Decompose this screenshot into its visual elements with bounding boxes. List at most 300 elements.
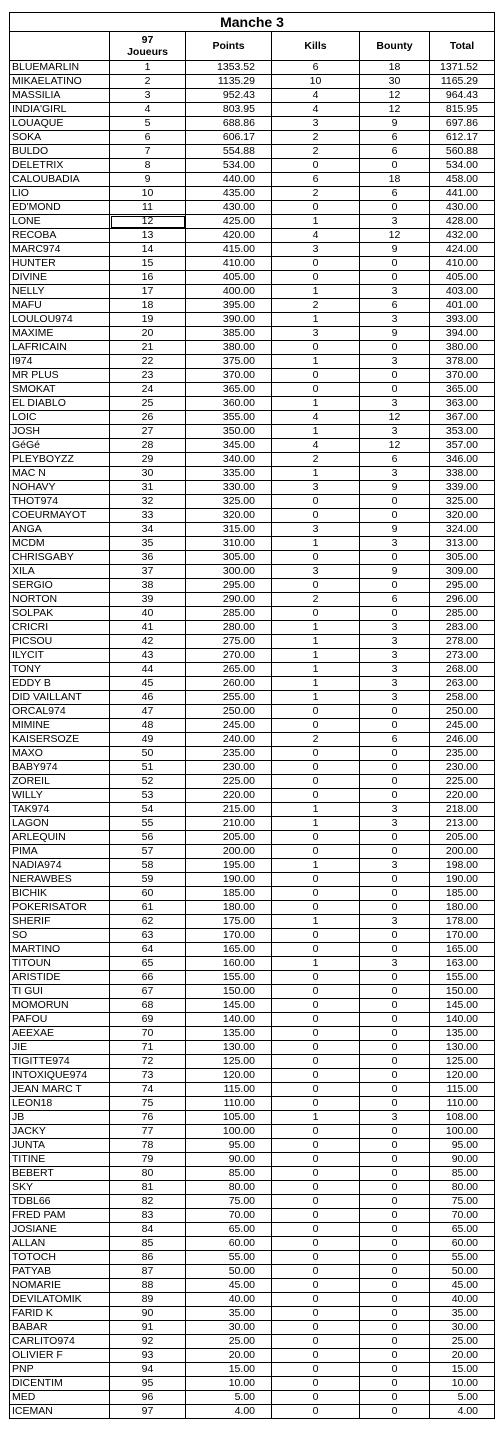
rank-cell[interactable]: 65 <box>110 957 186 971</box>
points-cell[interactable]: 385.00 <box>186 327 272 341</box>
rank-cell[interactable]: 20 <box>110 327 186 341</box>
rank-cell[interactable]: 37 <box>110 565 186 579</box>
kills-cell[interactable]: 0 <box>272 383 360 397</box>
player-name-cell[interactable]: NORTON <box>10 593 110 607</box>
points-cell[interactable]: 10.00 <box>186 1377 272 1391</box>
kills-cell[interactable]: 2 <box>272 299 360 313</box>
rank-cell[interactable]: 42 <box>110 635 186 649</box>
points-cell[interactable]: 345.00 <box>186 439 272 453</box>
total-cell[interactable]: 108.00 <box>430 1111 495 1125</box>
player-name-cell[interactable]: MIKAELATINO <box>10 75 110 89</box>
player-name-cell[interactable]: GéGé <box>10 439 110 453</box>
player-name-cell[interactable]: CALOUBADIA <box>10 173 110 187</box>
kills-cell[interactable]: 0 <box>272 789 360 803</box>
bounty-cell[interactable]: 3 <box>360 215 430 229</box>
player-name-cell[interactable]: ZOREIL <box>10 775 110 789</box>
bounty-cell[interactable]: 6 <box>360 299 430 313</box>
total-cell[interactable]: 273.00 <box>430 649 495 663</box>
points-cell[interactable]: 220.00 <box>186 789 272 803</box>
bounty-cell[interactable]: 6 <box>360 593 430 607</box>
rank-cell[interactable]: 96 <box>110 1391 186 1405</box>
points-cell[interactable]: 952.43 <box>186 89 272 103</box>
points-cell[interactable]: 375.00 <box>186 355 272 369</box>
player-name-cell[interactable]: COEURMAYOT <box>10 509 110 523</box>
rank-cell[interactable]: 95 <box>110 1377 186 1391</box>
bounty-cell[interactable]: 3 <box>360 859 430 873</box>
total-cell[interactable]: 213.00 <box>430 817 495 831</box>
points-cell[interactable]: 280.00 <box>186 621 272 635</box>
rank-cell[interactable]: 53 <box>110 789 186 803</box>
bounty-cell[interactable]: 0 <box>360 1237 430 1251</box>
rank-cell[interactable]: 82 <box>110 1195 186 1209</box>
bounty-cell[interactable]: 9 <box>360 481 430 495</box>
bounty-cell[interactable]: 0 <box>360 201 430 215</box>
total-cell[interactable]: 268.00 <box>430 663 495 677</box>
kills-cell[interactable]: 4 <box>272 411 360 425</box>
kills-cell[interactable]: 0 <box>272 1041 360 1055</box>
points-cell[interactable]: 606.17 <box>186 131 272 145</box>
kills-cell[interactable]: 0 <box>272 1335 360 1349</box>
bounty-cell[interactable]: 0 <box>360 999 430 1013</box>
kills-cell[interactable]: 1 <box>272 425 360 439</box>
player-name-cell[interactable]: THOT974 <box>10 495 110 509</box>
total-cell[interactable]: 697.86 <box>430 117 495 131</box>
total-cell[interactable]: 250.00 <box>430 705 495 719</box>
bounty-cell[interactable]: 0 <box>360 831 430 845</box>
bounty-cell[interactable]: 0 <box>360 1097 430 1111</box>
points-cell[interactable]: 300.00 <box>186 565 272 579</box>
bounty-cell[interactable]: 0 <box>360 971 430 985</box>
rank-cell[interactable]: 13 <box>110 229 186 243</box>
points-cell[interactable]: 803.95 <box>186 103 272 117</box>
total-cell[interactable]: 140.00 <box>430 1013 495 1027</box>
player-name-cell[interactable]: FARID K <box>10 1307 110 1321</box>
kills-cell[interactable]: 1 <box>272 817 360 831</box>
total-cell[interactable]: 200.00 <box>430 845 495 859</box>
player-name-cell[interactable]: PIMA <box>10 845 110 859</box>
bounty-cell[interactable]: 3 <box>360 537 430 551</box>
kills-cell[interactable]: 0 <box>272 887 360 901</box>
kills-cell[interactable]: 0 <box>272 775 360 789</box>
points-cell[interactable]: 215.00 <box>186 803 272 817</box>
total-cell[interactable]: 205.00 <box>430 831 495 845</box>
bounty-cell[interactable]: 0 <box>360 1405 430 1419</box>
bounty-cell[interactable]: 0 <box>360 1027 430 1041</box>
rank-cell[interactable]: 79 <box>110 1153 186 1167</box>
rank-cell[interactable]: 9 <box>110 173 186 187</box>
kills-cell[interactable]: 3 <box>272 243 360 257</box>
kills-cell[interactable]: 3 <box>272 481 360 495</box>
total-cell[interactable]: 285.00 <box>430 607 495 621</box>
player-name-cell[interactable]: LAFRICAIN <box>10 341 110 355</box>
bounty-cell[interactable]: 18 <box>360 61 430 75</box>
player-name-cell[interactable]: PNP <box>10 1363 110 1377</box>
player-name-cell[interactable]: TONY <box>10 663 110 677</box>
points-cell[interactable]: 65.00 <box>186 1223 272 1237</box>
rank-cell[interactable]: 61 <box>110 901 186 915</box>
bounty-cell[interactable]: 0 <box>360 705 430 719</box>
bounty-cell[interactable]: 3 <box>360 957 430 971</box>
kills-cell[interactable]: 0 <box>272 1097 360 1111</box>
total-cell[interactable]: 394.00 <box>430 327 495 341</box>
player-name-cell[interactable]: FRED PAM <box>10 1209 110 1223</box>
player-name-cell[interactable]: BICHIK <box>10 887 110 901</box>
player-name-cell[interactable]: ICEMAN <box>10 1405 110 1419</box>
rank-cell[interactable]: 76 <box>110 1111 186 1125</box>
points-cell[interactable]: 55.00 <box>186 1251 272 1265</box>
total-cell[interactable]: 190.00 <box>430 873 495 887</box>
rank-cell[interactable]: 74 <box>110 1083 186 1097</box>
player-name-cell[interactable]: SO <box>10 929 110 943</box>
bounty-cell[interactable]: 0 <box>360 719 430 733</box>
total-cell[interactable]: 75.00 <box>430 1195 495 1209</box>
total-cell[interactable]: 130.00 <box>430 1041 495 1055</box>
kills-cell[interactable]: 0 <box>272 943 360 957</box>
kills-cell[interactable]: 0 <box>272 1279 360 1293</box>
total-cell[interactable]: 320.00 <box>430 509 495 523</box>
rank-cell[interactable]: 44 <box>110 663 186 677</box>
bounty-cell[interactable]: 0 <box>360 1069 430 1083</box>
kills-cell[interactable]: 0 <box>272 1223 360 1237</box>
points-cell[interactable]: 50.00 <box>186 1265 272 1279</box>
points-cell[interactable]: 420.00 <box>186 229 272 243</box>
bounty-cell[interactable]: 0 <box>360 1293 430 1307</box>
kills-cell[interactable]: 0 <box>272 1055 360 1069</box>
rank-cell[interactable]: 25 <box>110 397 186 411</box>
kills-cell[interactable]: 4 <box>272 229 360 243</box>
total-cell[interactable]: 55.00 <box>430 1251 495 1265</box>
player-name-cell[interactable]: JB <box>10 1111 110 1125</box>
total-cell[interactable]: 378.00 <box>430 355 495 369</box>
bounty-cell[interactable]: 6 <box>360 733 430 747</box>
total-cell[interactable]: 4.00 <box>430 1405 495 1419</box>
total-cell[interactable]: 15.00 <box>430 1363 495 1377</box>
total-cell[interactable]: 180.00 <box>430 901 495 915</box>
total-cell[interactable]: 25.00 <box>430 1335 495 1349</box>
rank-cell[interactable]: 86 <box>110 1251 186 1265</box>
rank-cell[interactable]: 22 <box>110 355 186 369</box>
player-name-cell[interactable]: DELETRIX <box>10 159 110 173</box>
points-cell[interactable]: 295.00 <box>186 579 272 593</box>
player-name-cell[interactable]: BLUEMARLIN <box>10 61 110 75</box>
bounty-cell[interactable]: 0 <box>360 775 430 789</box>
kills-cell[interactable]: 3 <box>272 523 360 537</box>
player-name-cell[interactable]: MR PLUS <box>10 369 110 383</box>
kills-cell[interactable]: 0 <box>272 369 360 383</box>
points-cell[interactable]: 390.00 <box>186 313 272 327</box>
player-name-cell[interactable]: JACKY <box>10 1125 110 1139</box>
kills-cell[interactable]: 0 <box>272 1405 360 1419</box>
total-cell[interactable]: 220.00 <box>430 789 495 803</box>
player-name-cell[interactable]: JIE <box>10 1041 110 1055</box>
player-name-cell[interactable]: NOMARIE <box>10 1279 110 1293</box>
player-name-cell[interactable]: MARTINO <box>10 943 110 957</box>
bounty-cell[interactable]: 3 <box>360 313 430 327</box>
rank-cell[interactable]: 54 <box>110 803 186 817</box>
kills-cell[interactable]: 0 <box>272 1083 360 1097</box>
player-name-cell[interactable]: SMOKAT <box>10 383 110 397</box>
points-cell[interactable]: 225.00 <box>186 775 272 789</box>
kills-cell[interactable]: 0 <box>272 929 360 943</box>
player-name-cell[interactable]: ORCAL974 <box>10 705 110 719</box>
points-cell[interactable]: 305.00 <box>186 551 272 565</box>
kills-cell[interactable]: 10 <box>272 75 360 89</box>
points-cell[interactable]: 350.00 <box>186 425 272 439</box>
kills-cell[interactable]: 0 <box>272 1363 360 1377</box>
kills-cell[interactable]: 2 <box>272 733 360 747</box>
header-name-cell[interactable] <box>10 32 110 61</box>
kills-cell[interactable]: 2 <box>272 145 360 159</box>
rank-cell[interactable]: 1 <box>110 61 186 75</box>
total-cell[interactable]: 441.00 <box>430 187 495 201</box>
bounty-cell[interactable]: 0 <box>360 607 430 621</box>
points-cell[interactable]: 534.00 <box>186 159 272 173</box>
bounty-cell[interactable]: 0 <box>360 159 430 173</box>
total-cell[interactable]: 185.00 <box>430 887 495 901</box>
rank-cell[interactable]: 10 <box>110 187 186 201</box>
bounty-cell[interactable]: 0 <box>360 1391 430 1405</box>
points-cell[interactable]: 270.00 <box>186 649 272 663</box>
kills-cell[interactable]: 0 <box>272 873 360 887</box>
total-cell[interactable]: 10.00 <box>430 1377 495 1391</box>
rank-cell[interactable]: 80 <box>110 1167 186 1181</box>
points-cell[interactable]: 70.00 <box>186 1209 272 1223</box>
bounty-cell[interactable]: 0 <box>360 1139 430 1153</box>
total-cell[interactable]: 50.00 <box>430 1265 495 1279</box>
total-cell[interactable]: 367.00 <box>430 411 495 425</box>
player-name-cell[interactable]: INDIA'GIRL <box>10 103 110 117</box>
kills-cell[interactable]: 1 <box>272 215 360 229</box>
points-cell[interactable]: 105.00 <box>186 1111 272 1125</box>
points-cell[interactable]: 688.86 <box>186 117 272 131</box>
points-cell[interactable]: 325.00 <box>186 495 272 509</box>
kills-cell[interactable]: 0 <box>272 1167 360 1181</box>
points-cell[interactable]: 275.00 <box>186 635 272 649</box>
bounty-cell[interactable]: 0 <box>360 1279 430 1293</box>
bounty-cell[interactable]: 0 <box>360 1223 430 1237</box>
total-cell[interactable]: 964.43 <box>430 89 495 103</box>
rank-cell[interactable]: 7 <box>110 145 186 159</box>
rank-cell[interactable]: 85 <box>110 1237 186 1251</box>
rank-cell[interactable]: 63 <box>110 929 186 943</box>
player-name-cell[interactable]: MIMINE <box>10 719 110 733</box>
bounty-cell[interactable]: 0 <box>360 929 430 943</box>
total-cell[interactable]: 432.00 <box>430 229 495 243</box>
rank-cell[interactable]: 72 <box>110 1055 186 1069</box>
player-name-cell[interactable]: RECOBA <box>10 229 110 243</box>
total-cell[interactable]: 410.00 <box>430 257 495 271</box>
player-name-cell[interactable]: DEVILATOMIK <box>10 1293 110 1307</box>
rank-cell[interactable]: 31 <box>110 481 186 495</box>
player-name-cell[interactable]: CRICRI <box>10 621 110 635</box>
rank-cell[interactable]: 51 <box>110 761 186 775</box>
total-cell[interactable]: 815.95 <box>430 103 495 117</box>
total-cell[interactable]: 560.88 <box>430 145 495 159</box>
player-name-cell[interactable]: KAISERSOZE <box>10 733 110 747</box>
total-cell[interactable]: 424.00 <box>430 243 495 257</box>
rank-cell[interactable]: 73 <box>110 1069 186 1083</box>
rank-cell[interactable]: 71 <box>110 1041 186 1055</box>
bounty-cell[interactable]: 3 <box>360 915 430 929</box>
player-name-cell[interactable]: BABAR <box>10 1321 110 1335</box>
total-cell[interactable]: 60.00 <box>430 1237 495 1251</box>
points-cell[interactable]: 45.00 <box>186 1279 272 1293</box>
kills-cell[interactable]: 0 <box>272 1139 360 1153</box>
kills-cell[interactable]: 1 <box>272 957 360 971</box>
player-name-cell[interactable]: SHERIF <box>10 915 110 929</box>
bounty-cell[interactable]: 12 <box>360 439 430 453</box>
points-cell[interactable]: 330.00 <box>186 481 272 495</box>
points-cell[interactable]: 80.00 <box>186 1181 272 1195</box>
player-name-cell[interactable]: LONE <box>10 215 110 229</box>
rank-cell[interactable]: 75 <box>110 1097 186 1111</box>
rank-cell[interactable]: 47 <box>110 705 186 719</box>
kills-cell[interactable]: 1 <box>272 635 360 649</box>
points-cell[interactable]: 400.00 <box>186 285 272 299</box>
total-cell[interactable]: 313.00 <box>430 537 495 551</box>
player-name-cell[interactable]: DID VAILLANT <box>10 691 110 705</box>
rank-cell[interactable]: 24 <box>110 383 186 397</box>
player-name-cell[interactable]: NERAWBES <box>10 873 110 887</box>
points-cell[interactable]: 120.00 <box>186 1069 272 1083</box>
points-cell[interactable]: 380.00 <box>186 341 272 355</box>
total-cell[interactable]: 245.00 <box>430 719 495 733</box>
bounty-cell[interactable]: 0 <box>360 1167 430 1181</box>
kills-cell[interactable]: 0 <box>272 257 360 271</box>
points-cell[interactable]: 25.00 <box>186 1335 272 1349</box>
rank-cell[interactable]: 68 <box>110 999 186 1013</box>
bounty-cell[interactable]: 6 <box>360 187 430 201</box>
player-name-cell[interactable]: XILA <box>10 565 110 579</box>
total-cell[interactable]: 85.00 <box>430 1167 495 1181</box>
kills-cell[interactable]: 1 <box>272 859 360 873</box>
rank-cell[interactable]: 19 <box>110 313 186 327</box>
bounty-cell[interactable]: 0 <box>360 257 430 271</box>
rank-cell[interactable]: 41 <box>110 621 186 635</box>
bounty-cell[interactable]: 0 <box>360 1013 430 1027</box>
total-cell[interactable]: 230.00 <box>430 761 495 775</box>
kills-cell[interactable]: 0 <box>272 1251 360 1265</box>
player-name-cell[interactable]: JOSH <box>10 425 110 439</box>
kills-cell[interactable]: 0 <box>272 1377 360 1391</box>
bounty-cell[interactable]: 0 <box>360 1307 430 1321</box>
kills-cell[interactable]: 3 <box>272 565 360 579</box>
total-cell[interactable]: 296.00 <box>430 593 495 607</box>
points-cell[interactable]: 250.00 <box>186 705 272 719</box>
points-cell[interactable]: 370.00 <box>186 369 272 383</box>
player-name-cell[interactable]: AEEXAE <box>10 1027 110 1041</box>
player-name-cell[interactable]: POKERISATOR <box>10 901 110 915</box>
bounty-cell[interactable]: 0 <box>360 901 430 915</box>
bounty-cell[interactable]: 0 <box>360 1363 430 1377</box>
total-cell[interactable]: 95.00 <box>430 1139 495 1153</box>
rank-cell[interactable]: 93 <box>110 1349 186 1363</box>
total-cell[interactable]: 278.00 <box>430 635 495 649</box>
points-cell[interactable]: 235.00 <box>186 747 272 761</box>
rank-cell[interactable]: 45 <box>110 677 186 691</box>
total-cell[interactable]: 65.00 <box>430 1223 495 1237</box>
points-cell[interactable]: 315.00 <box>186 523 272 537</box>
kills-cell[interactable]: 0 <box>272 341 360 355</box>
total-cell[interactable]: 338.00 <box>430 467 495 481</box>
total-cell[interactable]: 428.00 <box>430 215 495 229</box>
total-cell[interactable]: 225.00 <box>430 775 495 789</box>
points-cell[interactable]: 150.00 <box>186 985 272 999</box>
kills-cell[interactable]: 1 <box>272 285 360 299</box>
kills-cell[interactable]: 1 <box>272 537 360 551</box>
points-cell[interactable]: 310.00 <box>186 537 272 551</box>
rank-cell[interactable]: 64 <box>110 943 186 957</box>
player-name-cell[interactable]: ANGA <box>10 523 110 537</box>
rank-cell[interactable]: 12 <box>110 215 186 229</box>
total-cell[interactable]: 115.00 <box>430 1083 495 1097</box>
points-cell[interactable]: 155.00 <box>186 971 272 985</box>
total-cell[interactable]: 198.00 <box>430 859 495 873</box>
points-cell[interactable]: 135.00 <box>186 1027 272 1041</box>
rank-cell[interactable]: 6 <box>110 131 186 145</box>
rank-cell[interactable]: 17 <box>110 285 186 299</box>
total-cell[interactable]: 165.00 <box>430 943 495 957</box>
total-cell[interactable]: 235.00 <box>430 747 495 761</box>
kills-cell[interactable]: 0 <box>272 1209 360 1223</box>
header-points[interactable]: Points <box>186 32 272 61</box>
player-name-cell[interactable]: BABY974 <box>10 761 110 775</box>
points-cell[interactable]: 4.00 <box>186 1405 272 1419</box>
bounty-cell[interactable]: 3 <box>360 621 430 635</box>
bounty-cell[interactable]: 3 <box>360 397 430 411</box>
player-name-cell[interactable]: TOTOCH <box>10 1251 110 1265</box>
points-cell[interactable]: 415.00 <box>186 243 272 257</box>
rank-cell[interactable]: 49 <box>110 733 186 747</box>
player-name-cell[interactable]: JOSIANE <box>10 1223 110 1237</box>
bounty-cell[interactable]: 3 <box>360 677 430 691</box>
rank-cell[interactable]: 4 <box>110 103 186 117</box>
total-cell[interactable]: 405.00 <box>430 271 495 285</box>
kills-cell[interactable]: 0 <box>272 579 360 593</box>
bounty-cell[interactable]: 0 <box>360 761 430 775</box>
kills-cell[interactable]: 3 <box>272 117 360 131</box>
bounty-cell[interactable]: 3 <box>360 425 430 439</box>
player-name-cell[interactable]: BEBERT <box>10 1167 110 1181</box>
total-cell[interactable]: 178.00 <box>430 915 495 929</box>
bounty-cell[interactable]: 12 <box>360 103 430 117</box>
kills-cell[interactable]: 0 <box>272 271 360 285</box>
bounty-cell[interactable]: 3 <box>360 635 430 649</box>
rank-cell[interactable]: 36 <box>110 551 186 565</box>
kills-cell[interactable]: 0 <box>272 971 360 985</box>
bounty-cell[interactable]: 0 <box>360 943 430 957</box>
bounty-cell[interactable]: 0 <box>360 1251 430 1265</box>
player-name-cell[interactable]: TAK974 <box>10 803 110 817</box>
points-cell[interactable]: 1135.29 <box>186 75 272 89</box>
points-cell[interactable]: 15.00 <box>186 1363 272 1377</box>
rank-cell[interactable]: 5 <box>110 117 186 131</box>
kills-cell[interactable]: 0 <box>272 201 360 215</box>
total-cell[interactable]: 612.17 <box>430 131 495 145</box>
points-cell[interactable]: 340.00 <box>186 453 272 467</box>
total-cell[interactable]: 357.00 <box>430 439 495 453</box>
total-cell[interactable]: 20.00 <box>430 1349 495 1363</box>
player-name-cell[interactable]: LAGON <box>10 817 110 831</box>
points-cell[interactable]: 255.00 <box>186 691 272 705</box>
kills-cell[interactable]: 6 <box>272 61 360 75</box>
points-cell[interactable]: 85.00 <box>186 1167 272 1181</box>
kills-cell[interactable]: 2 <box>272 187 360 201</box>
rank-cell[interactable]: 26 <box>110 411 186 425</box>
kills-cell[interactable]: 0 <box>272 831 360 845</box>
player-name-cell[interactable]: SOLPAK <box>10 607 110 621</box>
player-name-cell[interactable]: MASSILIA <box>10 89 110 103</box>
